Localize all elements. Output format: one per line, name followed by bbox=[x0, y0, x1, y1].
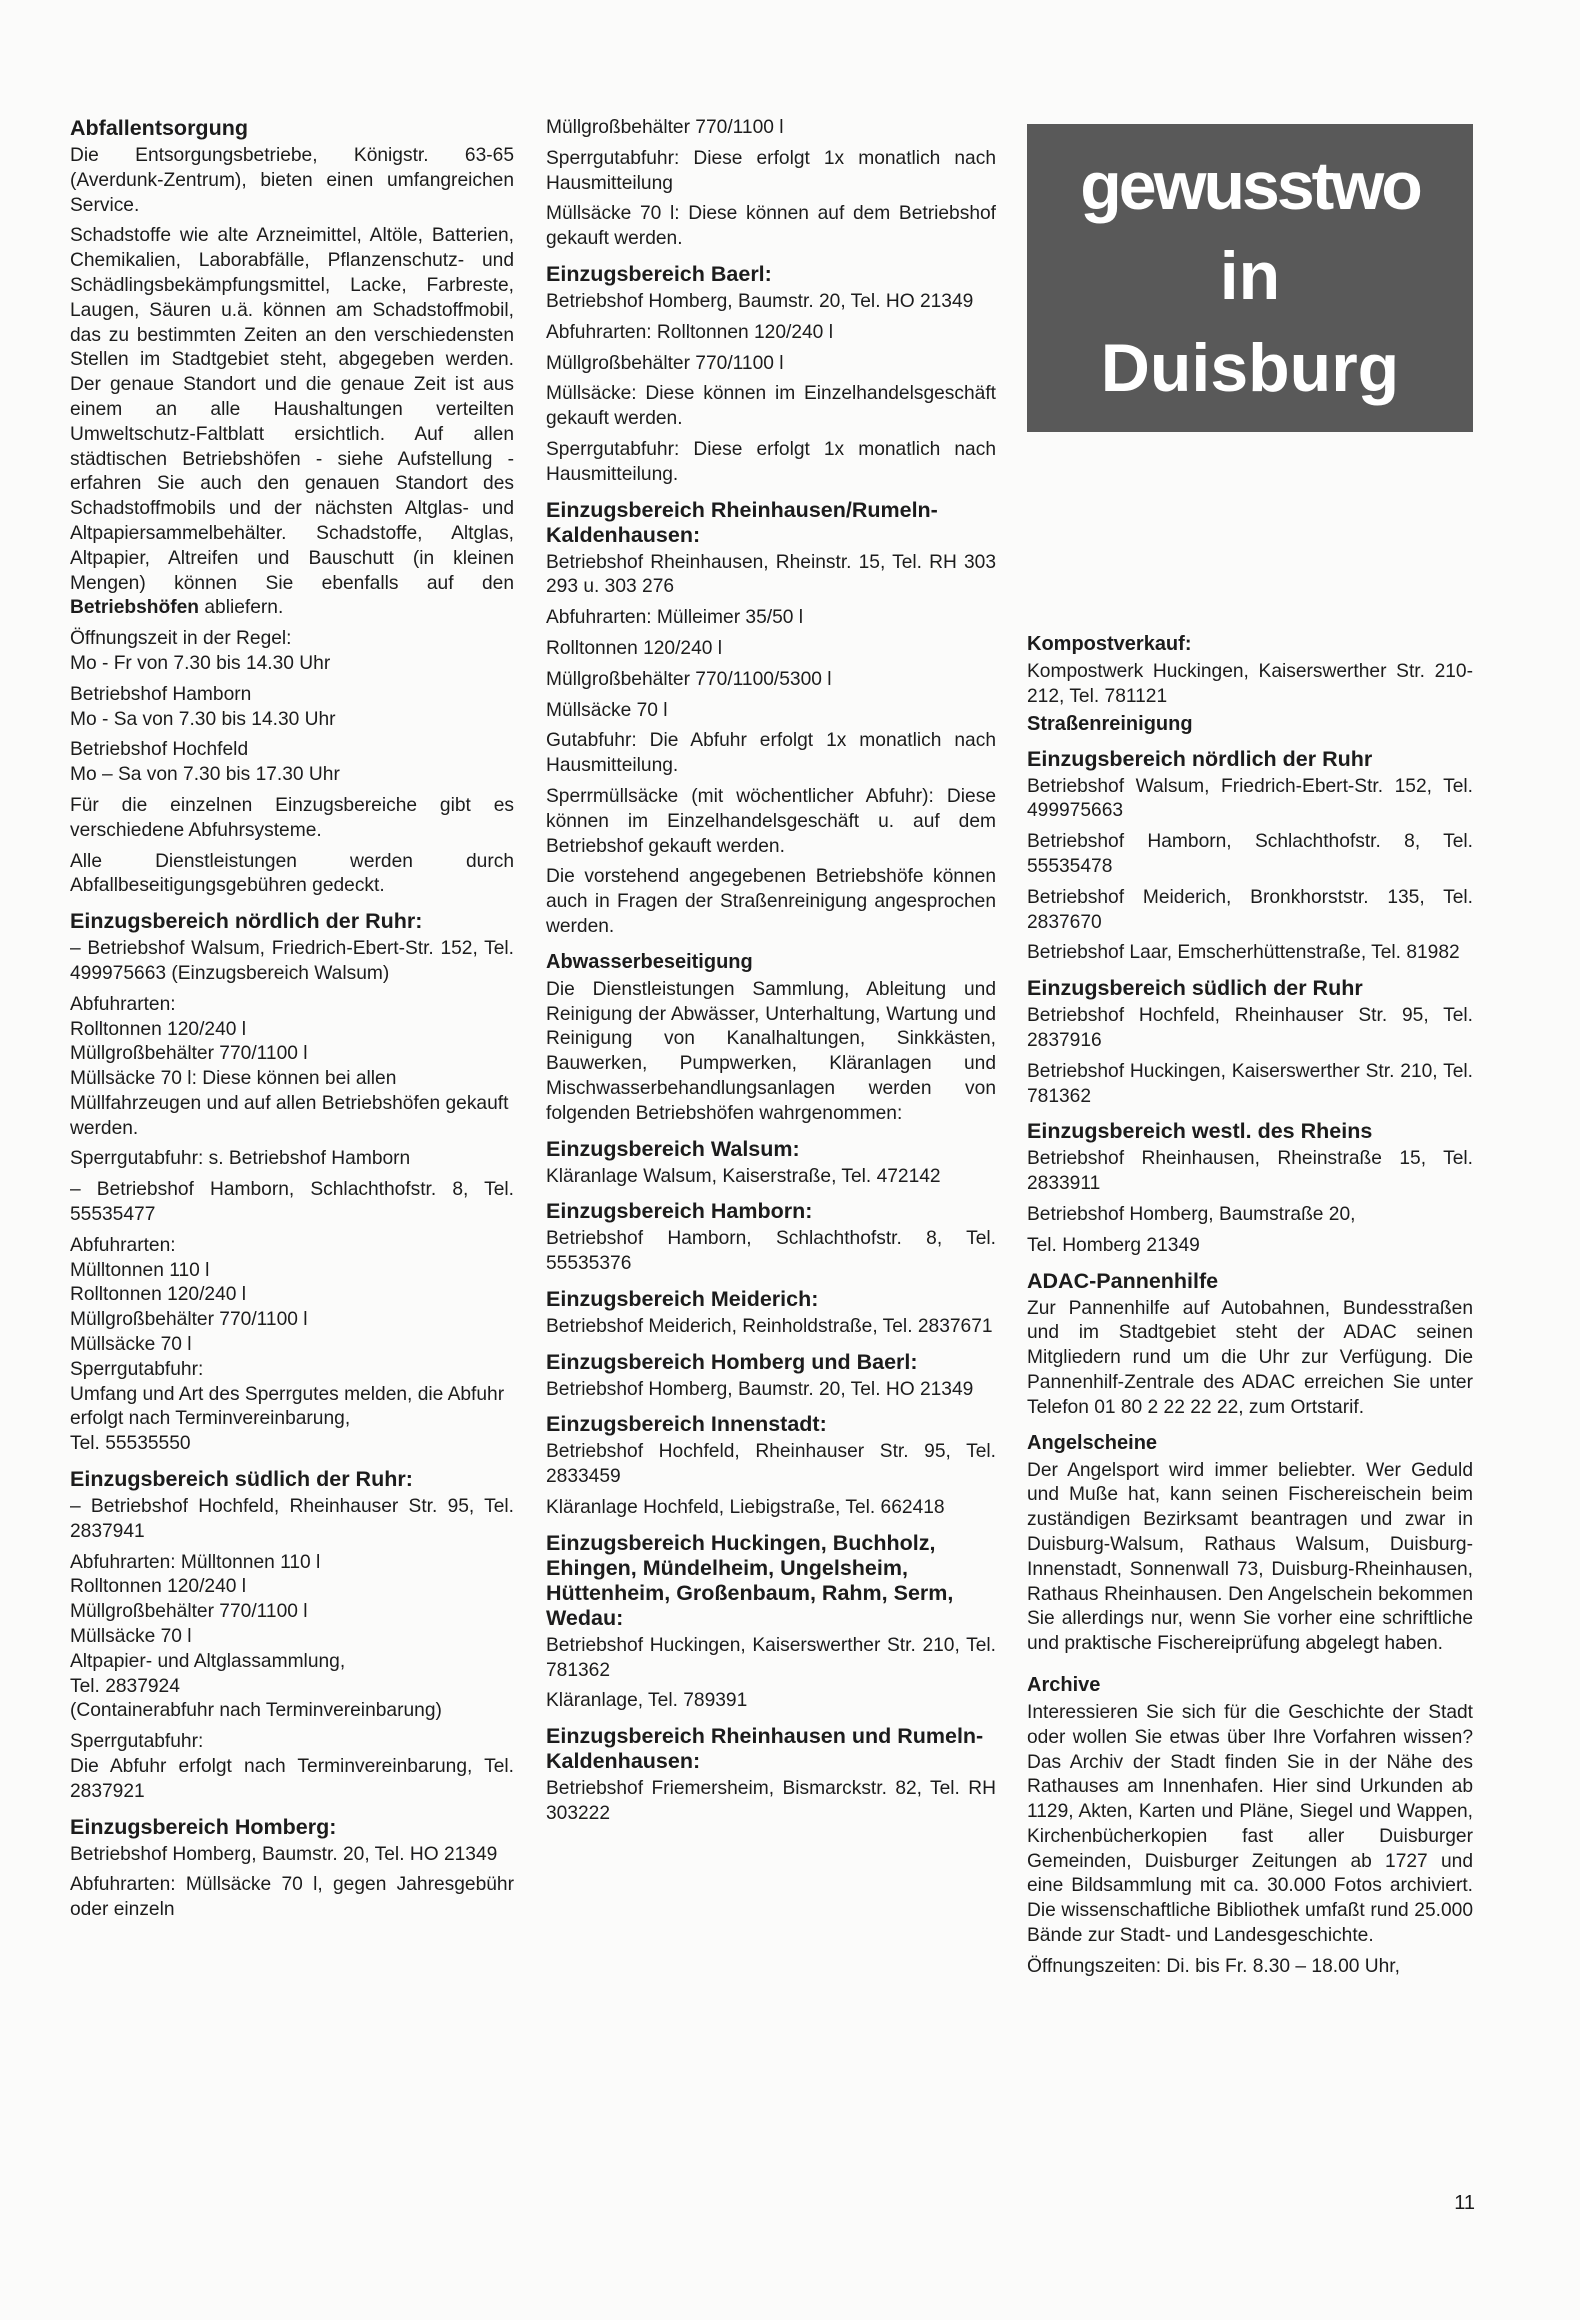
paragraph: Betriebshof Huckingen, Kaiserswerther Str. 210, Tel. 781362 bbox=[546, 1634, 996, 1681]
paragraph: Müllsäcke 70 l: Diese können auf dem Betriebshof gekauft werden. bbox=[546, 203, 996, 250]
heading-kompostverkauf: Kompostverkauf: bbox=[1027, 633, 1192, 655]
text-line: Abfuhrarten: Mülltonnen 110 l bbox=[70, 1551, 321, 1573]
text-line: Sperrgutabfuhr: bbox=[70, 1731, 204, 1753]
logo-line: in bbox=[1219, 238, 1281, 314]
paragraph: – Betriebshof Hamborn, Schlachthofstr. 8, Tel. 55535477 bbox=[70, 1179, 514, 1226]
paragraph: Betriebshof Hochfeld, Rheinhauser Str. 95, Tel. 2837916 bbox=[1027, 1005, 1473, 1051]
paragraph: Sperrgutabfuhr: Diese erfolgt 1x monatlich nach Hausmitteilung. bbox=[546, 438, 996, 485]
text-line: Betriebshof Hamborn bbox=[70, 683, 252, 705]
heading-sued: Einzugsbereich südlich der Ruhr: bbox=[70, 1467, 413, 1492]
text-line: (Containerabfuhr nach Terminvereinbarung) bbox=[70, 1700, 442, 1722]
heading-sued: Einzugsbereich südlich der Ruhr bbox=[1027, 976, 1363, 1001]
text-line: Mo - Fr von 7.30 bis 14.30 Uhr bbox=[70, 652, 331, 674]
text-line: Rolltonnen 120/240 l bbox=[70, 1018, 247, 1040]
heading-meiderich: Einzugsbereich Meiderich: bbox=[546, 1286, 819, 1311]
text: Schadstoffe wie alte Arzneimittel, Altöle, Batterien, Chemikalien, Laborabfälle, Pflanzenschutz- und Schädlingsbekämpfungsmittel, Lacke, Farbreste, Laugen, Säuren u.ä. können am Schadstoffmobil, das zu bestimmten Zeiten an den verschiedensten Stellen im Stadtgebiet steht, abgegeben werden. Der genaue Standort und die genaue Zeit ist aus einem an alle Haushaltungen verteilten Umweltschutz-Faltblatt ersichtlich. Auf allen städtischen Betriebshöfen - siehe Aufstellung - erfahren Sie auch den genauen Standort des Schadstoffmobils und der nächsten Altglas- und Altpapiersammelbehälter. Schadstoffe, Altglas, Altpapier, Altreifen und Bauschutt (in kleinen Mengen) können Sie ebenfalls auf den bbox=[70, 225, 514, 594]
text-line: Mo - Sa von 7.30 bis 14.30 Uhr bbox=[70, 708, 336, 730]
heading-walsum: Einzugsbereich Walsum: bbox=[546, 1136, 800, 1161]
text-line: Abfuhrarten: bbox=[70, 1234, 176, 1256]
paragraph: Alle Dienstleistungen werden durch Abfallbeseitigungsgebühren gedeckt. bbox=[70, 850, 514, 897]
paragraph: Betriebshof Laar, Emscherhüttenstraße, Tel. 81982 bbox=[1027, 942, 1460, 964]
column-2 bbox=[546, 116, 996, 1827]
text-line: Abfuhrarten: bbox=[70, 993, 176, 1015]
paragraph: Betriebshof Homberg, Baumstr. 20, Tel. HO 21349 bbox=[70, 1843, 498, 1865]
paragraph: Betriebshof Rheinhausen, Rheinstraße 15, Tel. 2833911 bbox=[1027, 1148, 1473, 1195]
text-line: Betriebshof Hochfeld bbox=[70, 739, 249, 761]
heading-abwasser: Abwasserbeseitigung bbox=[546, 950, 753, 973]
heading-nord: Einzugsbereich nördlich der Ruhr bbox=[1027, 746, 1373, 771]
text-line: Umfang und Art des Sperrgutes melden, die Abfuhr erfolgt nach Terminvereinbarung, bbox=[70, 1383, 505, 1430]
paragraph: Die vorstehend angegebenen Betriebshöfe können auch in Fragen der Straßenreinigung angesprochen werden. bbox=[546, 866, 996, 937]
text-line: Müllsäcke 70 l: Diese können bei allen Müllfahrzeugen und auf allen Betriebshöfen gekauft werden. bbox=[70, 1068, 509, 1139]
paragraph: – Betriebshof Walsum, Friedrich-Ebert-Str. 152, Tel. 499975663 (Einzugsbereich Walsum) bbox=[70, 938, 514, 984]
paragraph: Betriebshof Homberg, Baumstr. 20, Tel. HO 21349 bbox=[546, 290, 974, 312]
paragraph: Sperrmüllsäcke (mit wöchentlicher Abfuhr): Diese können im Einzelhandelsgeschäft u. auf dem Betriebshof gekauft werden. bbox=[546, 785, 996, 857]
heading-strassenreinigung: Straßenreinigung bbox=[1027, 712, 1193, 735]
heading-innenstadt: Einzugsbereich Innenstadt: bbox=[546, 1412, 827, 1437]
paragraph: Sperrgutabfuhr: s. Betriebshof Hamborn bbox=[70, 1148, 411, 1170]
paragraph: Betriebshof Walsum, Friedrich-Ebert-Str. 152, Tel. 499975663 bbox=[1027, 775, 1473, 822]
text-line: Rolltonnen 120/240 l bbox=[70, 1284, 247, 1306]
paragraph: Interessieren Sie sich für die Geschichte der Stadt oder wollen Sie etwas über Ihre Vorfahren wissen? Das Archiv der Stadt finden Sie in der Nähe des Rathauses am Innenhafen. Hier sind Urkunden ab 1129, Akten, Karten und Pläne, Siegel und Wappen, Kirchenbücherkopien fast aller Duisburger Gemeinden, Duisburger Zeitungen ab 1727 und eine Bildsammlung mit ca. 30.000 Fotos archiviert. Die wissenschaftliche Bibliothek umfaßt rund 25.000 Bände zur Stadt- und Landesgeschichte. bbox=[1027, 1701, 1473, 1947]
heading-rheinhausen: Einzugsbereich Rheinhausen/Rumeln-Kaldenhausen: bbox=[546, 497, 938, 547]
paragraph: Öffnungszeiten: Di. bis Fr. 8.30 – 18.00 Uhr, bbox=[1027, 1955, 1400, 1977]
heading-rheinhausen-2: Einzugsbereich Rheinhausen und Rumeln-Kaldenhausen: bbox=[546, 1724, 984, 1774]
paragraph: Betriebshof Friemersheim, Bismarckstr. 82, Tel. RH 303222 bbox=[546, 1778, 996, 1825]
text-bold: Betriebshöfen bbox=[70, 597, 200, 619]
paragraph: Abfuhrarten: Müllsäcke 70 l, gegen Jahresgebühr oder einzeln bbox=[70, 1874, 514, 1921]
heading-huckingen: Einzugsbereich Huckingen, Buchholz, Ehingen, Mündelheim, Ungelsheim, Hüttenheim, Großenbaum, Rahm, Serm, Wedau: bbox=[546, 1530, 954, 1630]
heading-homberg-baerl: Einzugsbereich Homberg und Baerl: bbox=[546, 1349, 918, 1374]
paragraph: Betriebshof Hochfeld, Rheinhauser Str. 95, Tel. 2833459 bbox=[546, 1441, 996, 1488]
paragraph: Betriebshof Hamborn, Schlachthofstr. 8, Tel. 55535478 bbox=[1027, 831, 1473, 877]
text: abliefern. bbox=[204, 597, 284, 619]
text-line: Rolltonnen 120/240 l bbox=[70, 1576, 247, 1598]
paragraph: Betriebshof Huckingen, Kaiserswerther Str. 210, Tel. 781362 bbox=[1027, 1060, 1473, 1107]
column-1 bbox=[70, 116, 514, 1923]
text-line: Müllsäcke 70 l bbox=[546, 699, 668, 721]
paragraph: Kläranlage, Tel. 789391 bbox=[546, 1690, 748, 1712]
heading-hamborn: Einzugsbereich Hamborn: bbox=[546, 1199, 813, 1224]
text-line: Sperrgutabfuhr: bbox=[70, 1358, 204, 1380]
text-line: Abfuhrarten: Mülleimer 35/50 l bbox=[546, 607, 804, 629]
paragraph: Kläranlage Walsum, Kaiserstraße, Tel. 472142 bbox=[546, 1165, 941, 1187]
paragraph: Betriebshof Hamborn, Schlachthofstr. 8, Tel. 55535376 bbox=[546, 1228, 996, 1275]
heading-archive: Archive bbox=[1027, 1673, 1101, 1696]
heading-abfallentsorgung: Abfallentsorgung bbox=[70, 116, 248, 140]
text-line: Müllgroßbehälter 770/1100 l bbox=[70, 1309, 308, 1331]
text-line: Rolltonnen 120/240 l bbox=[546, 637, 723, 659]
paragraph: Kompostwerk Huckingen, Kaiserswerther Str. 210-212, Tel. 781121 bbox=[1027, 661, 1473, 707]
text-line: Müllgroßbehälter 770/1100 l bbox=[70, 1043, 308, 1065]
heading-nord: Einzugsbereich nördlich der Ruhr: bbox=[70, 909, 423, 934]
heading-adac: ADAC-Pannenhilfe bbox=[1027, 1268, 1219, 1293]
logo-gewusst-wo bbox=[1027, 124, 1473, 432]
paragraph: Gutabfuhr: Die Abfuhr erfolgt 1x monatlich nach Hausmitteilung. bbox=[546, 730, 996, 777]
text-line: Betriebshof Homberg, Baumstraße 20, bbox=[1027, 1203, 1356, 1225]
text-line: Tel. 2837924 bbox=[70, 1675, 180, 1697]
paragraph: Die Abfuhr erfolgt nach Terminvereinbarung, Tel. 2837921 bbox=[70, 1756, 514, 1802]
paragraph: Betriebshof Rheinhausen, Rheinstr. 15, Tel. RH 303 293 u. 303 276 bbox=[546, 551, 996, 598]
text-line: Tel. 55535550 bbox=[70, 1433, 191, 1455]
paragraph: Für die einzelnen Einzugsbereiche gibt es verschiedene Abfuhrsysteme. bbox=[70, 794, 514, 841]
text-line: Tel. Homberg 21349 bbox=[1027, 1234, 1200, 1256]
heading-angelscheine: Angelscheine bbox=[1027, 1431, 1158, 1454]
text-line: Abfuhrarten: Rolltonnen 120/240 l bbox=[546, 321, 833, 343]
paragraph: Betriebshof Meiderich, Bronkhorststr. 135, Tel. 2837670 bbox=[1027, 886, 1473, 933]
paragraph-schadstoffe bbox=[70, 224, 514, 621]
heading-west: Einzugsbereich westl. des Rheins bbox=[1027, 1119, 1373, 1144]
paragraph: Müllsäcke: Diese können im Einzelhandelsgeschäft gekauft werden. bbox=[546, 383, 996, 430]
text-line: Müllsäcke 70 l bbox=[70, 1334, 192, 1356]
text-line: Müllgroßbehälter 770/1100/5300 l bbox=[546, 668, 832, 690]
text-line: Müllgroßbehälter 770/1100 l bbox=[70, 1601, 308, 1623]
paragraph: Kläranlage Hochfeld, Liebigstraße, Tel. 662418 bbox=[546, 1497, 945, 1519]
paragraph: Betriebshof Meiderich, Reinholdstraße, Tel. 2837671 bbox=[546, 1315, 993, 1337]
text-line: Müllsäcke 70 l bbox=[70, 1626, 192, 1648]
paragraph: Die Dienstleistungen Sammlung, Ableitung und Reinigung der Abwässer, Unterhaltung, Wartung und Reinigung von Kanalhaltungen, Sinkkästen, Bauwerken, Pumpwerken, Kläranlagen und Mischwasserbehandlungsanlagen werden von folgenden Betriebshöfen wahrgenommen: bbox=[546, 978, 996, 1124]
text-line: Müllgroßbehälter 770/1100 l bbox=[546, 117, 784, 138]
paragraph: Der Angelsport wird immer beliebter. Wer Geduld und Muße hat, kann seinen Fischereischein beim zuständigen Bezirksamt beantragen und zwar in Duisburg-Walsum, Rathaus Walsum, Duisburg-Innenstadt, Sonnenwall 73, Duisburg-Rheinhausen, Rathaus Rheinhausen. Den Angelschein bekommen Sie allerdings nur, wenn Sie vorher eine schriftliche und praktische Fischereiprüfung abgelegt haben. bbox=[1027, 1459, 1473, 1655]
page-number: 11 bbox=[1454, 2192, 1475, 2214]
heading-baerl: Einzugsbereich Baerl: bbox=[546, 261, 772, 286]
paragraph: Betriebshof Homberg, Baumstr. 20, Tel. HO 21349 bbox=[546, 1378, 974, 1400]
paragraph: Die Entsorgungsbetriebe, Königstr. 63-65 (Averdunk-Zentrum), bieten einen umfangreichen Service. bbox=[70, 145, 514, 216]
paragraph: Zur Pannenhilfe auf Autobahnen, Bundesstraßen und im Stadtgebiet steht der ADAC seinen Mitgliedern rund um die Uhr zur Verfügung. Die Pannenhilf-Zentrale des ADAC erreichen Sie unter Telefon 01 80 2 22 22 22, zum Ortstarif. bbox=[1027, 1297, 1473, 1418]
text-line: Mo – Sa von 7.30 bis 17.30 Uhr bbox=[70, 764, 340, 786]
heading-homberg: Einzugsbereich Homberg: bbox=[70, 1814, 337, 1839]
text-line: Öffnungszeit in der Regel: bbox=[70, 628, 292, 650]
text-line: Altpapier- und Altglassammlung, bbox=[70, 1650, 346, 1672]
text-line: Müllgroßbehälter 770/1100 l bbox=[546, 352, 784, 374]
logo-line: Duisburg bbox=[1100, 330, 1400, 406]
column-3 bbox=[1027, 124, 1473, 1980]
text-line: Mülltonnen 110 l bbox=[70, 1259, 210, 1281]
paragraph: – Betriebshof Hochfeld, Rheinhauser Str. 95, Tel. 2837941 bbox=[70, 1496, 514, 1542]
logo-line: gewusstwo bbox=[1080, 148, 1420, 224]
paragraph: Sperrgutabfuhr: Diese erfolgt 1x monatlich nach Hausmitteilung bbox=[546, 147, 996, 194]
